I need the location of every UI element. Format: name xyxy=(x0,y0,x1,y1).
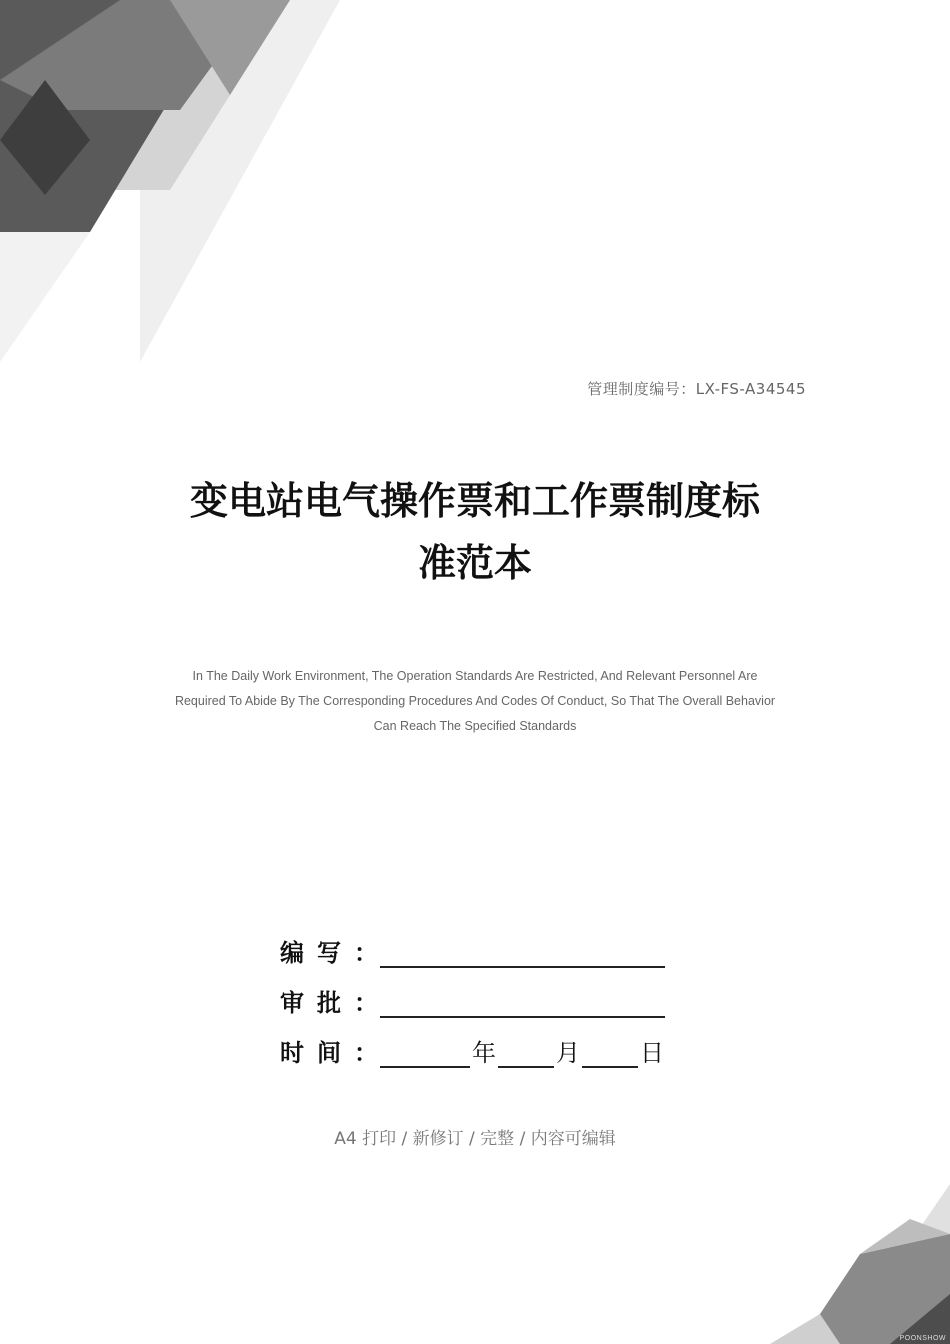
signature-form xyxy=(280,918,700,1068)
title-line-2: 准范本 xyxy=(417,541,532,585)
month-label: 月 xyxy=(556,1039,580,1067)
decorative-geometric-shapes-bottom xyxy=(710,1144,950,1344)
document-code: 管理制度编号：LX-FS-A34545 xyxy=(587,380,806,398)
year-field[interactable] xyxy=(380,1038,470,1068)
subtitle-line-2: Required To Abide By The Corresponding Procedures And Codes Of Conduct, So That The Overall Behavior xyxy=(174,694,776,708)
approver-field[interactable] xyxy=(380,988,665,1018)
date-label: 时 间 ： xyxy=(280,1039,378,1067)
subtitle-line-3: Can Reach The Specified Standards xyxy=(373,719,577,733)
decorative-geometric-shapes-top xyxy=(0,0,340,362)
year-label: 年 xyxy=(472,1039,496,1067)
watermark: POONSHOW xyxy=(899,1335,946,1342)
author-label: 编 写 ： xyxy=(280,939,378,967)
day-label: 日 xyxy=(640,1039,664,1067)
approver-row xyxy=(280,968,700,1018)
approver-label: 审 批 ： xyxy=(280,989,378,1017)
author-row xyxy=(280,918,700,968)
footer-note: A4 打印 / 新修订 / 完整 / 内容可编辑 xyxy=(334,1129,616,1149)
author-field[interactable] xyxy=(380,938,665,968)
document-subtitle xyxy=(140,664,810,739)
date-row xyxy=(280,1018,700,1068)
title-line-1: 变电站电气操作票和工作票制度标 xyxy=(189,479,760,523)
month-field[interactable] xyxy=(498,1038,554,1068)
subtitle-line-1: In The Daily Work Environment, The Operation Standards Are Restricted, And Relevant Personnel Are xyxy=(192,669,758,683)
day-field[interactable] xyxy=(582,1038,638,1068)
date-fields xyxy=(380,1033,666,1068)
document-title xyxy=(0,470,950,594)
